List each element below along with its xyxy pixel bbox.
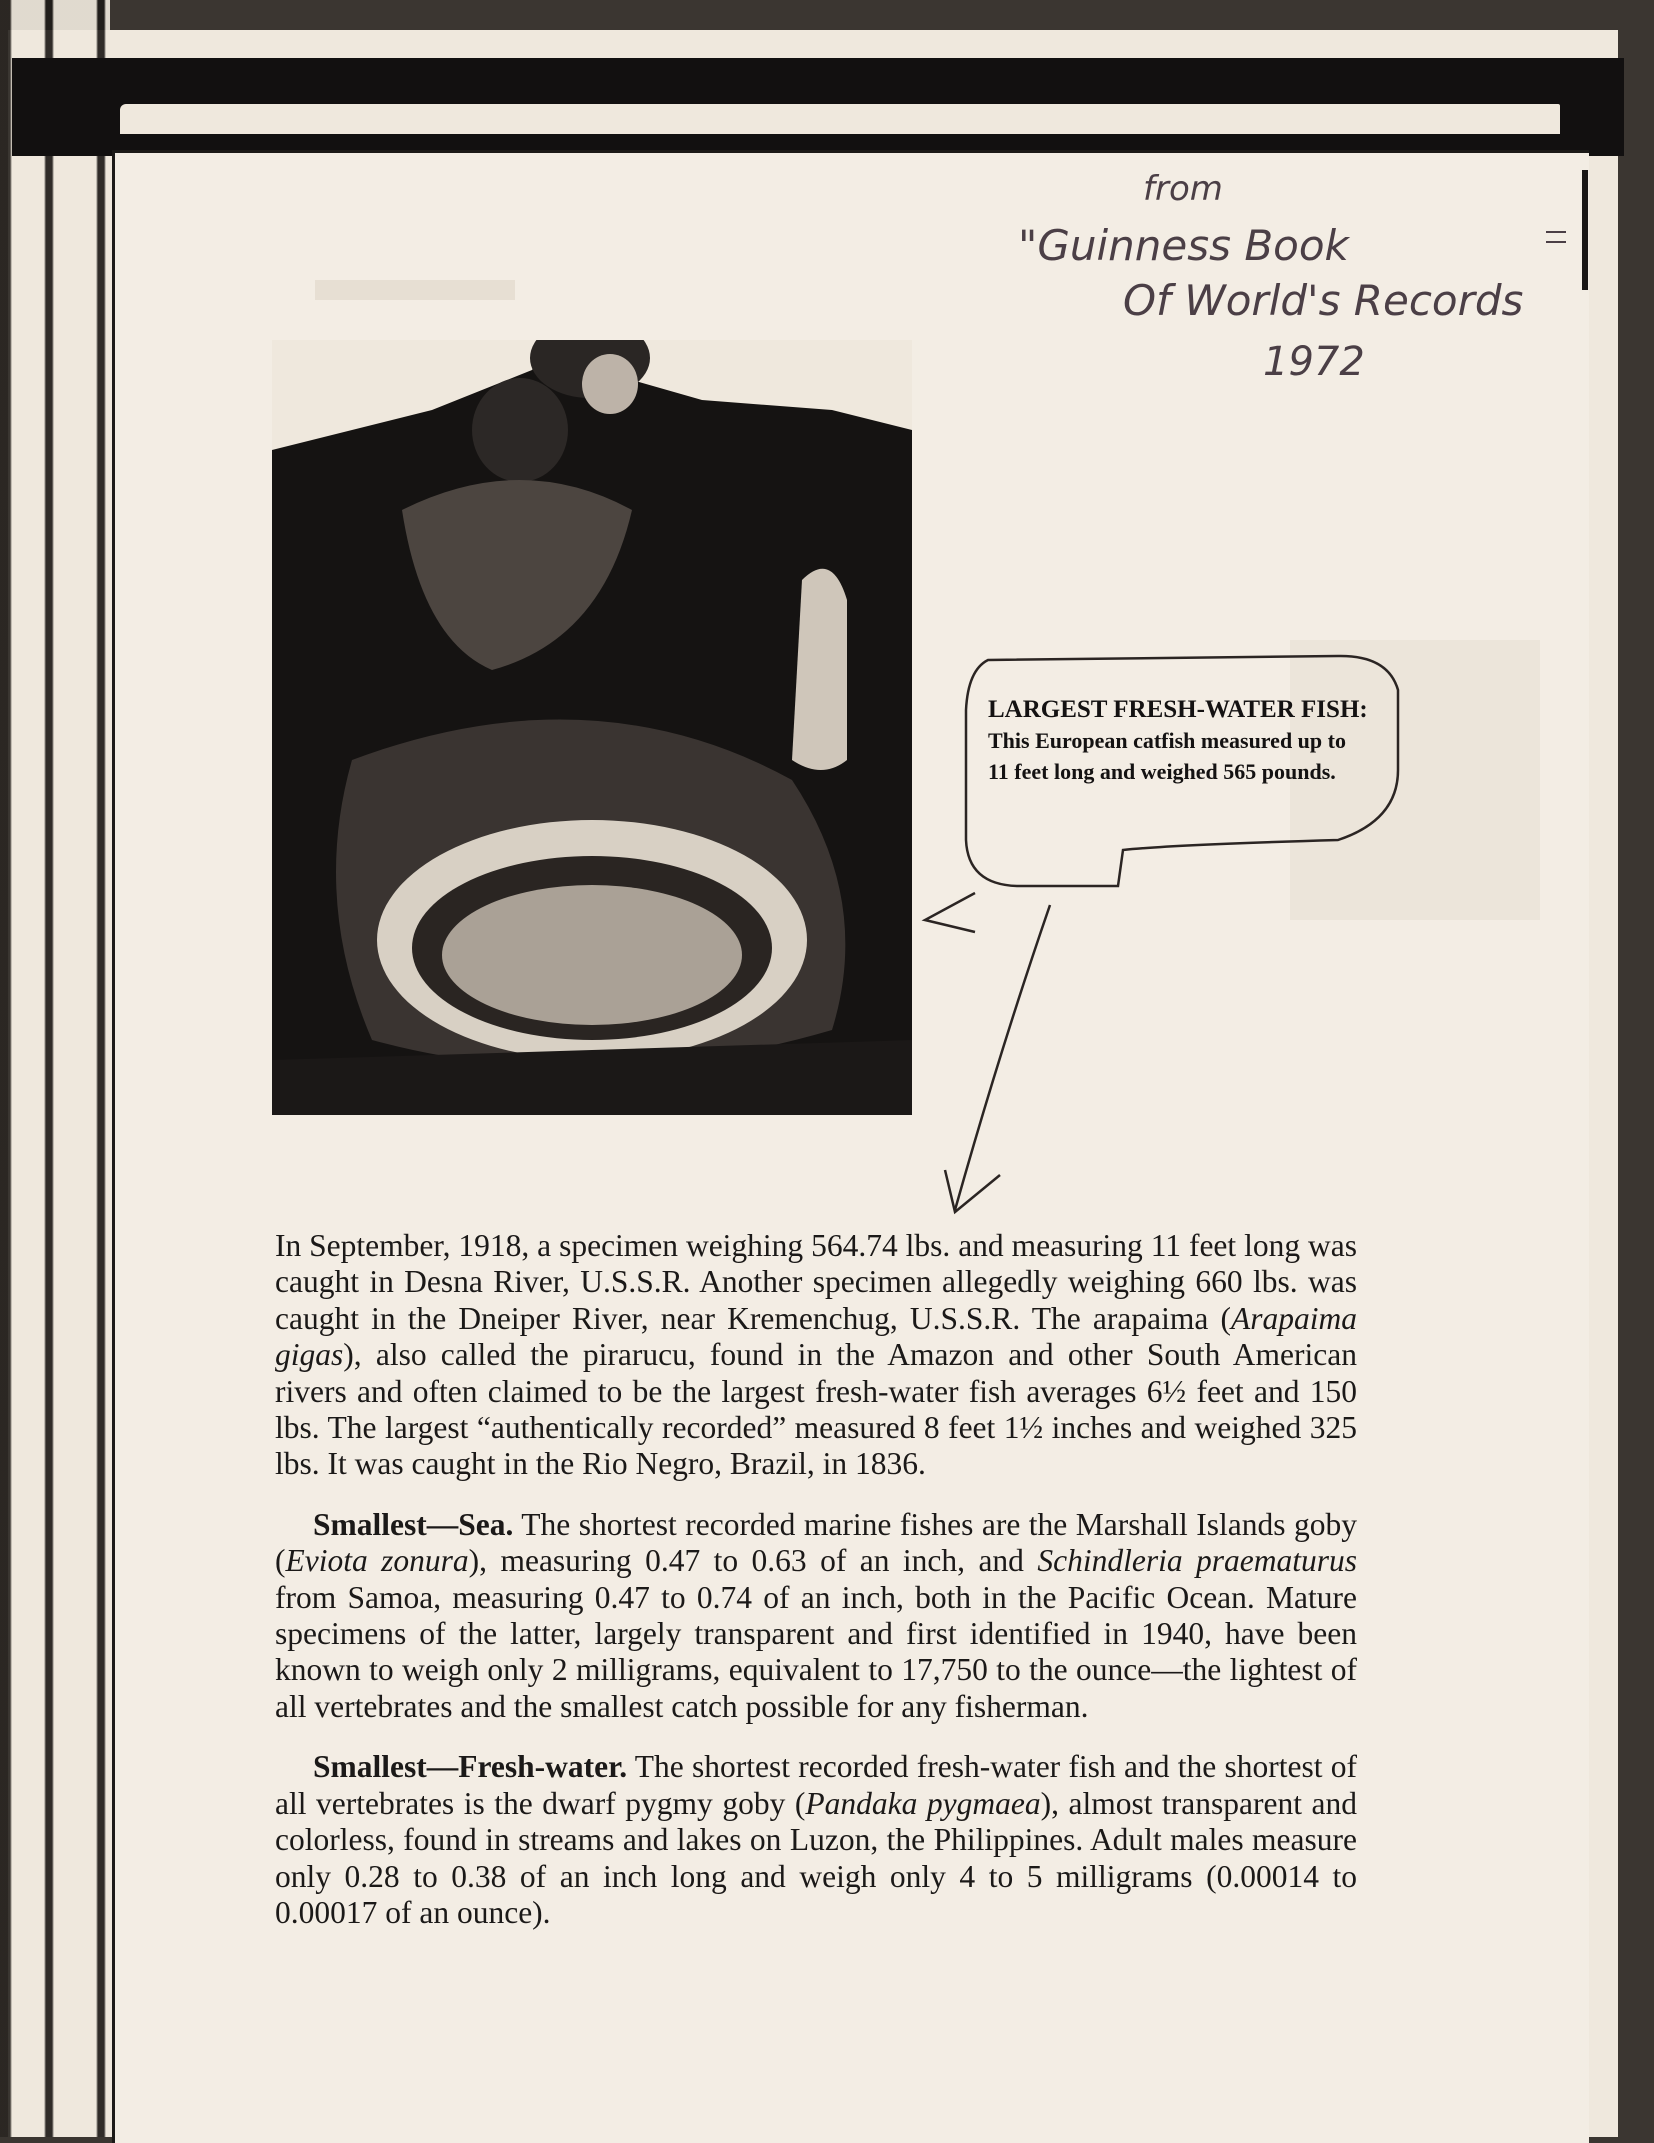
- handnote-line-3: Of World's Records: [1123, 276, 1524, 325]
- heading-smallest-fresh-water: Smallest—Fresh-water.: [313, 1749, 628, 1785]
- catfish-photo-icon: [272, 340, 912, 1115]
- article-body: [275, 1228, 1357, 1955]
- paragraph-largest-fresh-water: In September, 1918, a specimen weighing 564.74 lbs. and measuring 11 feet long was caught in Desna River, U.S.S.R. Another specimen allegedly weighing 660 lbs. was caught in the Dneiper River, near Kremenchug, U.S.S.R. The arapaima (Arapaima gigas), also called the pirarucu, found in the Amazon and other South American rivers and often claimed to be the largest fresh-water fish averages 6½ feet and 150 lbs. The largest “authentically recorded” measured 8 feet 1½ inches and weighed 325 lbs. It was caught in the Rio Negro, Brazil, in 1836.: [275, 1228, 1357, 1482]
- paragraph-smallest-sea: Smallest—Sea. The shortest recorded marine fishes are the Marshall Islands goby (Eviota zonura), measuring 0.47 to 0.63 of an inch, and Schindleria praematurus from Samoa, measuring 0.47 to 0.74 of an inch, both in the Pacific Ocean. Mature specimens of the latter, largely transparent and first identified in 1940, have been known to weigh only 2 milligrams, equivalent to 17,750 to the ounce—the lightest of all vertebrates and the smallest catch possible for any fisherman.: [275, 1506, 1358, 1724]
- handnote-line-1: from: [1143, 170, 1223, 209]
- page-stack-left-edge: [0, 0, 110, 2137]
- handnote-line-2: "Guinness Book: [1018, 221, 1349, 270]
- paragraph-smallest-fresh-water: Smallest—Fresh-water. The shortest recorded fresh-water fish and the shortest of all vertebrates is the dwarf pygmy goby (Pandaka pygmaea), almost transparent and colorless, found in streams and lakes on Luzon, the Philippines. Adult males measure only 0.28 to 0.38 of an inch long and weigh only 4 to 5 milligrams (0.00014 to 0.00017 of an ounce).: [275, 1749, 1358, 1930]
- caption-title: LARGEST FRESH-WATER FISH:: [988, 696, 1368, 723]
- top-border-smear: [120, 104, 1560, 134]
- heading-smallest-sea: Smallest—Sea.: [313, 1506, 514, 1542]
- man-face-back: [582, 354, 638, 414]
- handnote-line-4: 1972: [1263, 339, 1365, 385]
- catfish-photo: [272, 340, 912, 1115]
- man-head-front: [472, 378, 568, 482]
- photo-caption: [988, 694, 1368, 787]
- handwritten-source-note: [1018, 170, 1578, 400]
- bleed-through-left: [315, 280, 515, 300]
- caption-text: This European catfish measured up to 11 feet long and weighed 565 pounds.: [988, 728, 1346, 784]
- fish-mouth-inner: [442, 885, 742, 1025]
- right-edge-mark: [1582, 170, 1588, 290]
